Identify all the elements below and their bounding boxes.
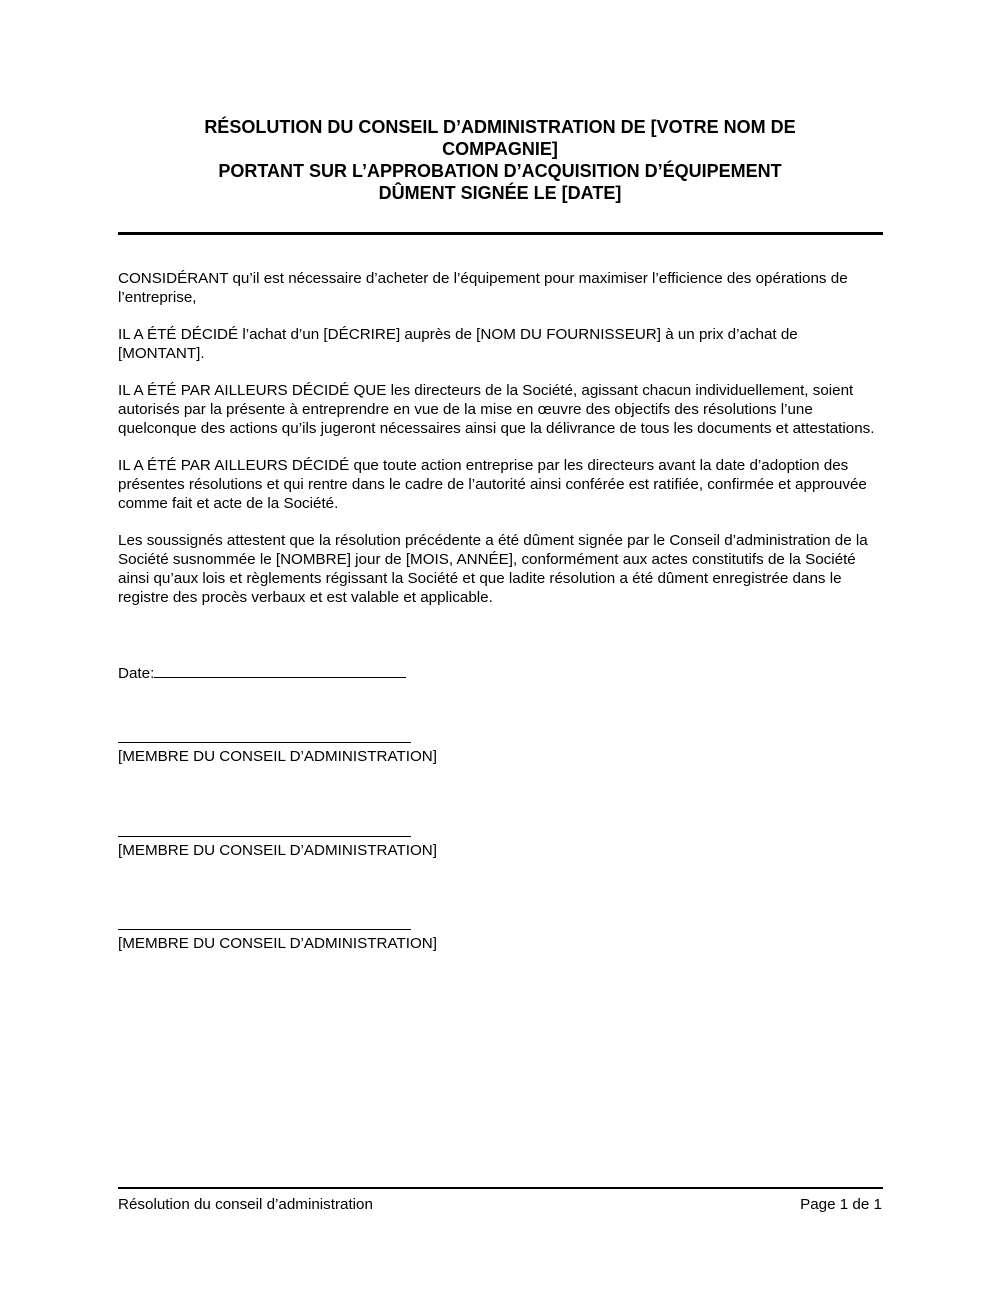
document-title <box>118 116 882 204</box>
footer-divider <box>118 1187 883 1189</box>
signature-line <box>118 929 411 930</box>
paragraph-ratification: IL A ÉTÉ PAR AILLEURS DÉCIDÉ que toute action entreprise par les directeurs avant la date d’adoption des présentes résolutions et qui rentre dans le cadre de l’autorité ainsi conférée est ratifiée, confirmée et approuvée comme fait et acte de la Société. <box>118 457 867 512</box>
title-line-3: PORTANT SUR L’APPROBATION D’ACQUISITION D’ÉQUIPEMENT <box>218 161 782 181</box>
title-line-1: RÉSOLUTION DU CONSEIL D’ADMINISTRATION DE [VOTRE NOM DE <box>204 117 796 137</box>
date-field <box>118 663 406 683</box>
signature-label: [MEMBRE DU CONSEIL D’ADMINISTRATION] <box>118 842 437 859</box>
paragraph-autorisation: IL A ÉTÉ PAR AILLEURS DÉCIDÉ QUE les directeurs de la Société, agissant chacun individuellement, soient autorisés par la présente à entreprendre en vue de la mise en œuvre des objectifs des résolutions l’une quelconque des actions qu’ils jugeront nécessaires ainsi que la délivrance de tous les documents et attestations. <box>118 382 875 437</box>
signature-line <box>118 742 411 743</box>
document-body <box>118 269 888 625</box>
date-blank-line <box>154 663 406 678</box>
signature-label: [MEMBRE DU CONSEIL D’ADMINISTRATION] <box>118 935 437 952</box>
title-divider <box>118 232 883 235</box>
paragraph-achat: IL A ÉTÉ DÉCIDÉ l’achat d’un [DÉCRIRE] auprès de [NOM DU FOURNISSEUR] à un prix d’achat de [MONTANT]. <box>118 326 798 362</box>
paragraph-attestation: Les soussignés attestent que la résolution précédente a été dûment signée par le Conseil d’administration de la Société susnommée le [NOMBRE] jour de [MOIS, ANNÉE], conformément aux actes constitutifs de la Société ainsi qu’aux lois et règlements régissant la Société et que ladite résolution a été dûment enregistrée dans le registre des procès verbaux et est valable et applicable. <box>118 532 868 606</box>
title-line-4: DÛMENT SIGNÉE LE [DATE] <box>378 183 622 203</box>
signature-block-1 <box>118 742 518 766</box>
footer-document-name: Résolution du conseil d’administration <box>118 1196 373 1213</box>
signature-line <box>118 836 411 837</box>
paragraph-considerant: CONSIDÉRANT qu’il est nécessaire d’acheter de l’équipement pour maximiser l’efficience des opérations de l’entreprise, <box>118 270 848 306</box>
title-line-2: COMPAGNIE] <box>442 139 558 159</box>
signature-block-2 <box>118 836 518 860</box>
date-label: Date: <box>118 665 155 682</box>
footer-page-number: Page 1 de 1 <box>800 1196 882 1213</box>
signature-block-3 <box>118 929 518 953</box>
signature-label: [MEMBRE DU CONSEIL D’ADMINISTRATION] <box>118 748 437 765</box>
